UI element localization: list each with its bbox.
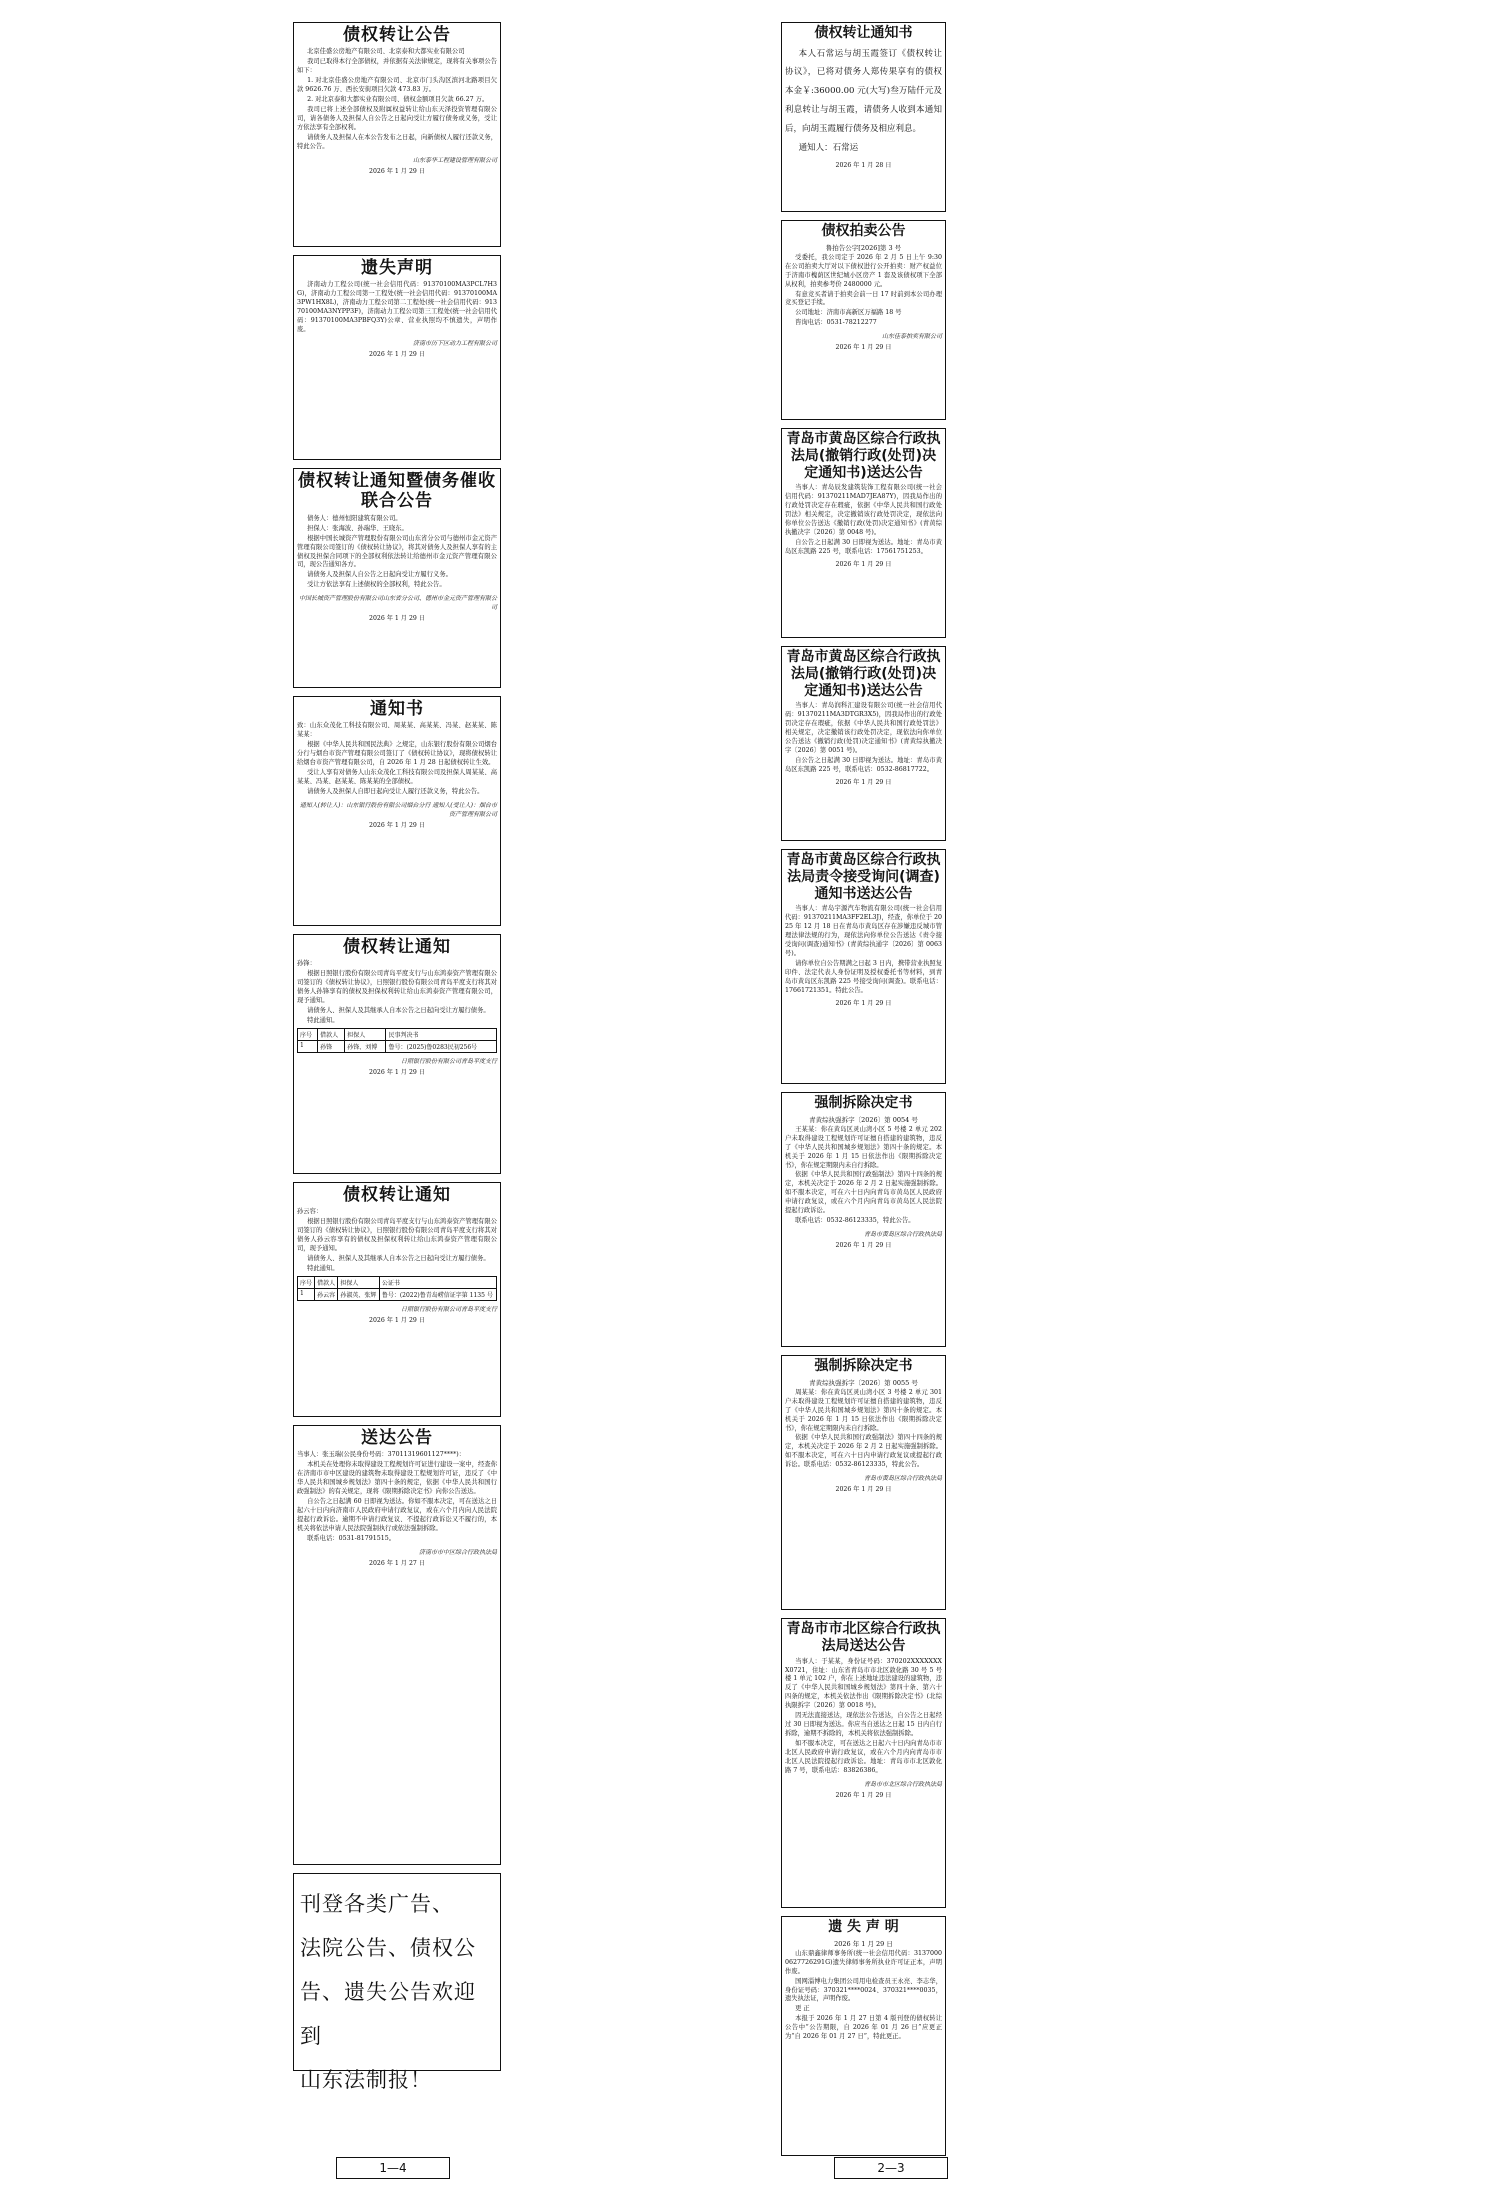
table-header-cell: 借款人 (318, 1028, 345, 1040)
notice-date: 2026 年 1 月 29 日 (369, 167, 425, 175)
notice-paragraph: 请债务人、担保人及其继承人自本公告之日起向受让方履行债务。 (307, 1255, 490, 1263)
notice-paragraph: 当事人：青岛辰发建筑装饰工程有限公司(统一社会信用代码：91370211MAD7JEA87Y)，因我局作出的行政处罚决定存在瑕疵，依据《中华人民共和国行政处罚法》相关规定，决定撤销该行政处罚决定，现依法向你单位公告送达《撤销行政(处罚)决定通知书》(青黄综执撤决字〔2026〕第 0048 号)。 (785, 484, 942, 537)
notice-signer: 济南市市中区综合行政执法局 (418, 1548, 497, 1556)
notice-date: 2026 年 1 月 29 日 (369, 821, 425, 829)
notice-signer: 济南市历下区动力工程有限公司 (412, 340, 497, 348)
notice-box (781, 428, 946, 638)
notice-box (781, 22, 946, 212)
notice-title: 青岛市黄岛区综合行政执法局(撤销行政(处罚)决定通知书)送达公告 (786, 649, 941, 699)
notice-paragraph: 当事人：青岛宇源汽车物流有限公司(统一社会信用代码：91370211MA3FF2EL3J)，经查，你单位于 2025 年 12 月 18 日在青岛市黄岛区存在涉嫌违反城市管理法律法规的行为，现依法向你单位公告送达《责令接受询问(调查)通知书》(青黄综执通字〔2026〕第 0063 号)。 (785, 905, 942, 958)
notice-title: 通知书 (370, 699, 424, 719)
notice-date: 2026 年 1 月 29 日 (835, 778, 892, 786)
notice-subtitle: 鲁拍告公字[2026]第 3 号 (825, 243, 902, 252)
table-header-cell: 公证书 (379, 1276, 496, 1288)
notice-title: 送达公告 (361, 1428, 433, 1448)
notice-box (781, 1618, 946, 1908)
notice-paragraph: 根据日照银行股份有限公司青岛平度支行与山东鸿泰资产管理有限公司签订的《债权转让协议》，日照银行股份有限公司青岛平度支行将其对债务人孙云容享有的债权及担保权利转让给山东鸿泰资产管理有限公司，现予通知。 (297, 1218, 497, 1253)
notice-date: 2026 年 1 月 29 日 (835, 1486, 892, 1494)
advertising-promo (293, 1873, 501, 2092)
notice-paragraph: 本报于 2026 年 1 月 27 日第 4 版刊登的债权转让公告中“公告期限，自 2026 年 01 月 26 日”应更正为“自 2026 年 01 月 27 日”，特此更正。 (785, 2015, 942, 2041)
promo-line: 法院公告、债权公 (300, 1936, 476, 1960)
table-cell: 鲁号：(2022)鲁青岛崂信证字第 1135 号 (379, 1288, 496, 1300)
notice-title: 强制拆除决定书 (814, 1358, 913, 1374)
table-header-cell: 担保人 (345, 1028, 386, 1040)
table-header-cell: 借款人 (315, 1276, 338, 1288)
notice-paragraph: 当事人：于某某，身份证号码：370202XXXXXXXX0721，住址：山东省青岛市市北区敦化路 30 号 5 号楼 1 单元 102 户，你在上述地址违法建设的建筑物，违反了《中华人民共和国城乡规划法》第四十条、第六十四条的规定，本机关依法作出《限期拆除决定书》(北综执限拆字〔2026〕第 0018 号)。 (785, 1657, 942, 1710)
notice-date: 2026 年 1 月 29 日 (369, 351, 425, 359)
notice-box (781, 646, 946, 841)
notice-date: 2026 年 1 月 29 日 (835, 1242, 892, 1250)
notice-title: 债权转让通知书 (814, 25, 913, 41)
right-column (781, 22, 946, 2164)
notice-paragraph: 致：山东众茂化工科技有限公司、周某某、高某某、冯某、赵某某、陈某某： (297, 722, 497, 739)
notice-paragraph: 受委托，我公司定于 2026 年 2 月 5 日上午 9:30 在公司拍卖大厅对以下债权进行公开拍卖：财产权益位于济南市槐荫区世纪城小区房产 1 套及该债权项下全部从权利，拍卖参考价 2480000 元。 (785, 253, 942, 288)
page-number-left: 1—4 (336, 2157, 450, 2179)
notice-paragraph: 本机关在处理你未取得建设工程规划许可证进行建设一案中，经查你在济南市市中区建设的建筑物未取得建设工程规划许可证，违反了《中华人民共和国城乡规划法》第四十条的规定，依据《中华人民共和国行政强制法》的有关规定，现将《限期拆除决定书》向你公告送达。 (297, 1461, 497, 1496)
notice-table (297, 1028, 497, 1053)
notice-paragraph: 依据《中华人民共和国行政强制法》第四十四条的规定，本机关决定于 2026 年 2 月 2 日起实施强制拆除。如不服本决定，可在六十日内申请行政复议或提起行政诉讼。联系电话：0532-86123335，特此公告。 (785, 1434, 942, 1469)
notice-title: 债权转让公告 (343, 25, 451, 45)
notice-date: 2026 年 1 月 29 日 (835, 344, 892, 352)
promo-line: 刊登各类广告、 (300, 1892, 454, 1916)
promo-line: 告、遗失公告欢迎到 (300, 1980, 476, 2048)
notice-paragraph: 自公告之日起满 30 日即视为送达。地址：青岛市黄岛区东凯路 225 号，联系电话：0532-86817722。 (785, 757, 942, 773)
notice-paragraph: 当事人：青岛润科汇建设有限公司(统一社会信用代码：91370211MA3DTGR3X5)，因我局作出的行政处罚决定存在瑕疵，依据《中华人民共和国行政处罚法》相关规定，决定撤销该行政处罚决定，现依法向你单位公告送达《撤销行政(处罚)决定通知书》(青黄综执撤决字〔2026〕第 0051 号)。 (785, 702, 942, 755)
notice-paragraph: 如不服本决定，可在送达之日起六十日内向青岛市市北区人民政府申请行政复议，或在六个月内向青岛市市北区人民法院提起行政诉讼。地址：青岛市市北区敦化路 7 号，联系电话：83826386。 (785, 1740, 942, 1774)
notice-subtitle: 青黄综执强拆字〔2026〕第 0054 号 (809, 1115, 918, 1124)
notice-paragraph: 有意竞买者请于拍卖会前一日 17 时前到本公司办理竞买登记手续。 (785, 290, 942, 307)
page-number-right: 2—3 (834, 2157, 948, 2179)
notice-signer: 山东佳泰拍卖有限公司 (881, 333, 942, 341)
notice-box (293, 468, 501, 688)
notice-paragraph: 本人石常运与胡玉霞签订《债权转让协议》，已将对债务人郑传果享有的债权本金￥:36000.00 元(大写)叁万陆仟元及利息转让与胡玉霞，请债务人收到本通知后，向胡玉霞履行债务及相应利息。 (785, 48, 942, 134)
notice-paragraph: 济南动力工程公司(统一社会信用代码：91370100MA3PCL7H3G)，济南动力工程公司第一工程处(统一社会信用代码：91370100MA3PW1HX8L)，济南动力工程公司第二工程处(统一社会信用代码：91370100MA3NYPP3F)，济南动力工程公司第三工程处(统一社会信用代码：91370100MA3PBFQ3Y)公章、营业执照均不慎遗失，声明作废。 (297, 281, 497, 334)
notice-paragraph: 请债务人、担保人及其继承人自本公告之日起向受让方履行债务。 (307, 1007, 490, 1015)
notice-date: 2026 年 1 月 28 日 (835, 161, 892, 169)
notice-signer: 日照银行股份有限公司青岛平度支行 (400, 1057, 497, 1065)
notice-paragraph: 国网淄博电力集团公司用电检查员王永亮、李志华，身份证号码：370321****0024、370321****0035，遗失执法证，声明作废。 (785, 1977, 942, 2003)
table-header-row (298, 1276, 497, 1288)
notice-paragraph: 联系电话：0531-81791515。 (307, 1534, 396, 1542)
notice-date: 2026 年 1 月 29 日 (369, 1316, 425, 1324)
notice-paragraph: 咨询电话：0531-78212277 (795, 319, 877, 327)
notice-signer: 青岛市黄岛区综合行政执法局 (863, 1231, 942, 1239)
table-cell: 1 (298, 1040, 318, 1052)
notice-paragraph: 请债务人及担保人自公告之日起向受让方履行义务。 (307, 571, 452, 579)
table-cell: 孙云容 (315, 1288, 338, 1300)
table-cell: 鲁号：(2025)鲁0283民初256号 (386, 1040, 497, 1052)
table-cell: 孙淑英、张辉 (338, 1288, 379, 1300)
notice-subtitle: 青黄综执强拆字〔2026〕第 0055 号 (809, 1378, 918, 1387)
notice-subtitle: 2026 年 1 月 29 日 (834, 1939, 893, 1948)
notice-box (781, 220, 946, 420)
notice-paragraph: 特此通知。 (307, 1017, 339, 1025)
notice-box (293, 255, 501, 460)
notice-paragraph: 孙云容： (297, 1208, 323, 1216)
notice-date: 2026 年 1 月 29 日 (369, 615, 425, 623)
notice-paragraph: 受让方依法享有上述债权的全部权利，特此公告。 (307, 581, 446, 589)
left-column (293, 22, 501, 2092)
table-cell: 孙锋、刘博 (345, 1040, 386, 1052)
notice-paragraph: 2. 对北京泰和大都实业有限公司、债权金额项目欠款 66.27 万。 (307, 96, 489, 104)
notice-paragraph: 我司已将上述全部债权及附属权益转让给山东天泽投资管理有限公司，请各债务人及担保人自公告之日起向受让方履行债务或义务，受让方依法享有全部权利。 (297, 106, 497, 131)
table-cell: 1 (298, 1288, 315, 1300)
notice-paragraph: 自公告之日起满 30 日即视为送达。地址：青岛市黄岛区东凯路 225 号，联系电话：17561751253。 (785, 539, 942, 555)
notice-date: 2026 年 1 月 29 日 (369, 1068, 425, 1076)
notice-paragraph: 北京佳盛公房地产有限公司、北京泰和大都实业有限公司 (307, 48, 465, 56)
notice-paragraph: 我司已取得本行全部债权，并依据有关法律规定，现将有关事项公告如下： (297, 58, 497, 75)
promo-line: 山东法制报！ (300, 2068, 432, 2092)
notice-table (297, 1276, 497, 1301)
notice-signer: 中国长城资产管理股份有限公司山东省分公司、德州市金元资产管理有限公司 (298, 595, 497, 612)
notice-signer: 青岛市市北区综合行政执法局 (863, 1780, 942, 1788)
table-header-cell: 民事判决书 (386, 1028, 497, 1040)
notice-box (293, 696, 501, 926)
notice-date: 2026 年 1 月 27 日 (369, 1559, 425, 1567)
notice-paragraph: 自公告之日起满 60 日即视为送达。你如不服本决定，可在送达之日起六十日内向济南市人民政府申请行政复议，或在六个月内向人民法院提起行政诉讼。逾期不申请行政复议、不提起行政诉讼又不履行的，本机关将依法申请人民法院强制执行或依法强制拆除。 (297, 1498, 497, 1532)
table-header-cell: 序号 (298, 1276, 315, 1288)
notice-title: 债权拍卖公告 (821, 223, 906, 239)
notice-paragraph: 根据日照银行股份有限公司青岛平度支行与山东鸿泰资产管理有限公司签订的《债权转让协议》，日照银行股份有限公司青岛平度支行将其对债务人孙锋享有的债权及担保权利转让给山东鸿泰资产管理有限公司，现予通知。 (297, 970, 497, 1005)
notice-paragraph: 依据《中华人民共和国行政强制法》第四十四条的规定，本机关决定于 2026 年 2 月 2 日起实施强制拆除。如不服本决定，可在六十日内向青岛市黄岛区人民政府申请行政复议，或在六个月内向青岛市黄岛区人民法院提起行政诉讼。 (785, 1171, 942, 1215)
notice-paragraph: 公司地址：济南市高新区万福路 18 号 (795, 309, 902, 317)
table-header-cell: 担保人 (338, 1276, 379, 1288)
notice-signer: 山东泰华工程建设管理有限公司 (412, 156, 497, 164)
notice-signer: 日照银行股份有限公司青岛平度支行 (400, 1305, 497, 1313)
notice-paragraph: 受让人享有对债务人山东众茂化工科技有限公司及担保人周某某、高某某、冯某、赵某某、陈某某的全部债权。 (297, 769, 497, 786)
notice-paragraph: 请你单位自公告期满之日起 3 日内，携带营业执照复印件、法定代表人身份证明及授权委托书等材料，到青岛市黄岛区东凯路 225 号接受询问(调查)。联系电话：17661721351。特此公告。 (785, 960, 942, 994)
notice-title: 债权转让通知暨债务催收联合公告 (298, 471, 496, 512)
notice-box (293, 1182, 501, 1417)
notice-title: 青岛市黄岛区综合行政执法局(撤销行政(处罚)决定通知书)送达公告 (786, 431, 941, 481)
notice-paragraph: 根据中国长城资产管理股份有限公司山东省分公司与德州市金元资产管理有限公司签订的《债权转让协议》，将其对债务人及担保人享有的主债权及担保合同项下的全部权利依法转让给德州市金元资产管理有限公司，现公告通知各方。 (297, 534, 497, 569)
notice-paragraph: 更 正 (795, 2005, 810, 2013)
notice-box (781, 1355, 946, 1610)
notice-paragraph: 孙锋： (297, 960, 316, 968)
notice-paragraph: 通知人：石常运 (798, 143, 859, 154)
table-row (298, 1288, 497, 1300)
notice-signer: 通知人(转让人)：山东银行股份有限公司烟台分行 通知人(受让人)：烟台市资产管理有限公司 (299, 801, 497, 818)
notice-title: 遗 失 声 明 (828, 1919, 899, 1935)
notice-paragraph: 1. 对北京佳盛公房地产有限公司、北京市门头沟区滨河北路项目欠款 9626.76 万、西长安街项目欠款 473.83 万。 (297, 77, 497, 94)
table-header-row (298, 1028, 497, 1040)
notice-paragraph: 因无法直接送达，现依法公告送达，自公告之日起经过 30 日即视为送达。你应当自送达之日起 15 日内自行拆除，逾期不拆除的，本机关将依法强制拆除。 (785, 1712, 942, 1738)
notice-box (781, 1092, 946, 1347)
notice-paragraph: 周某某：你在黄岛区灵山湾小区 3 号楼 2 单元 301 户未取得建设工程规划许可证擅自搭建的建筑物，违反了《中华人民共和国城乡规划法》第四十条的规定。本机关于 2026 年 1 月 15 日依法作出《限期拆除决定书》，你在规定期限内未自行拆除。 (785, 1388, 942, 1432)
notice-paragraph: 山东鼎鑫律师事务所(统一社会信用代码：31370000627726291G)遗失律师事务所执业许可证正本，声明作废。 (785, 1949, 942, 1975)
notice-box (781, 849, 946, 1084)
notice-box (781, 1916, 946, 2156)
table-cell: 孙锋 (318, 1040, 345, 1052)
notice-paragraph: 特此通知。 (307, 1265, 339, 1273)
notice-title: 青岛市黄岛区综合行政执法局责令接受询问(调查)通知书送达公告 (786, 852, 941, 902)
notice-paragraph: 担保人：张海波、孙瑞华、王晓东。 (307, 524, 408, 532)
notice-paragraph: 当事人：张玉瑞(公民身份号码：37011319601127****)： (297, 1451, 466, 1459)
notice-signer: 青岛市黄岛区综合行政执法局 (863, 1475, 942, 1483)
notice-box (293, 1425, 501, 1865)
notice-date: 2026 年 1 月 29 日 (835, 560, 892, 568)
notice-paragraph: 根据《中华人民共和国民法典》之规定，山东银行股份有限公司烟台分行与烟台市资产管理有限公司签订了《债权转让协议》，现将债权转让给烟台市资产管理有限公司，自 2026 年 1 月 28 日起债权转让生效。 (297, 741, 497, 767)
notice-paragraph: 请债务人及担保人自即日起向受让人履行还款义务，特此公告。 (307, 787, 484, 795)
notice-box (293, 22, 501, 247)
notice-date: 2026 年 1 月 29 日 (835, 1791, 892, 1799)
notice-title: 债权转让通知 (343, 937, 451, 957)
notice-title: 强制拆除决定书 (814, 1095, 913, 1111)
notice-paragraph: 债务人：德州恒阳建筑有限公司。 (307, 514, 402, 522)
table-header-cell: 序号 (298, 1028, 318, 1040)
notice-box (293, 934, 501, 1174)
notice-title: 债权转让通知 (343, 1185, 451, 1205)
notice-title: 遗失声明 (361, 258, 433, 278)
notice-paragraph: 王某某：你在黄岛区灵山湾小区 5 号楼 2 单元 202 户未取得建设工程规划许可证擅自搭建的建筑物，违反了《中华人民共和国城乡规划法》第四十条的规定。本机关于 2026 年 1 月 15 日依法作出《限期拆除决定书》，你在规定期限内未自行拆除。 (785, 1125, 942, 1169)
notice-paragraph: 联系电话：0532-86123335，特此公告。 (795, 1217, 915, 1225)
table-row (298, 1040, 497, 1052)
notice-title: 青岛市市北区综合行政执法局送达公告 (786, 1621, 941, 1654)
notice-date: 2026 年 1 月 29 日 (835, 999, 892, 1007)
notice-paragraph: 请债务人及担保人在本公告发布之日起，向新债权人履行还款义务，特此公告。 (297, 133, 497, 150)
